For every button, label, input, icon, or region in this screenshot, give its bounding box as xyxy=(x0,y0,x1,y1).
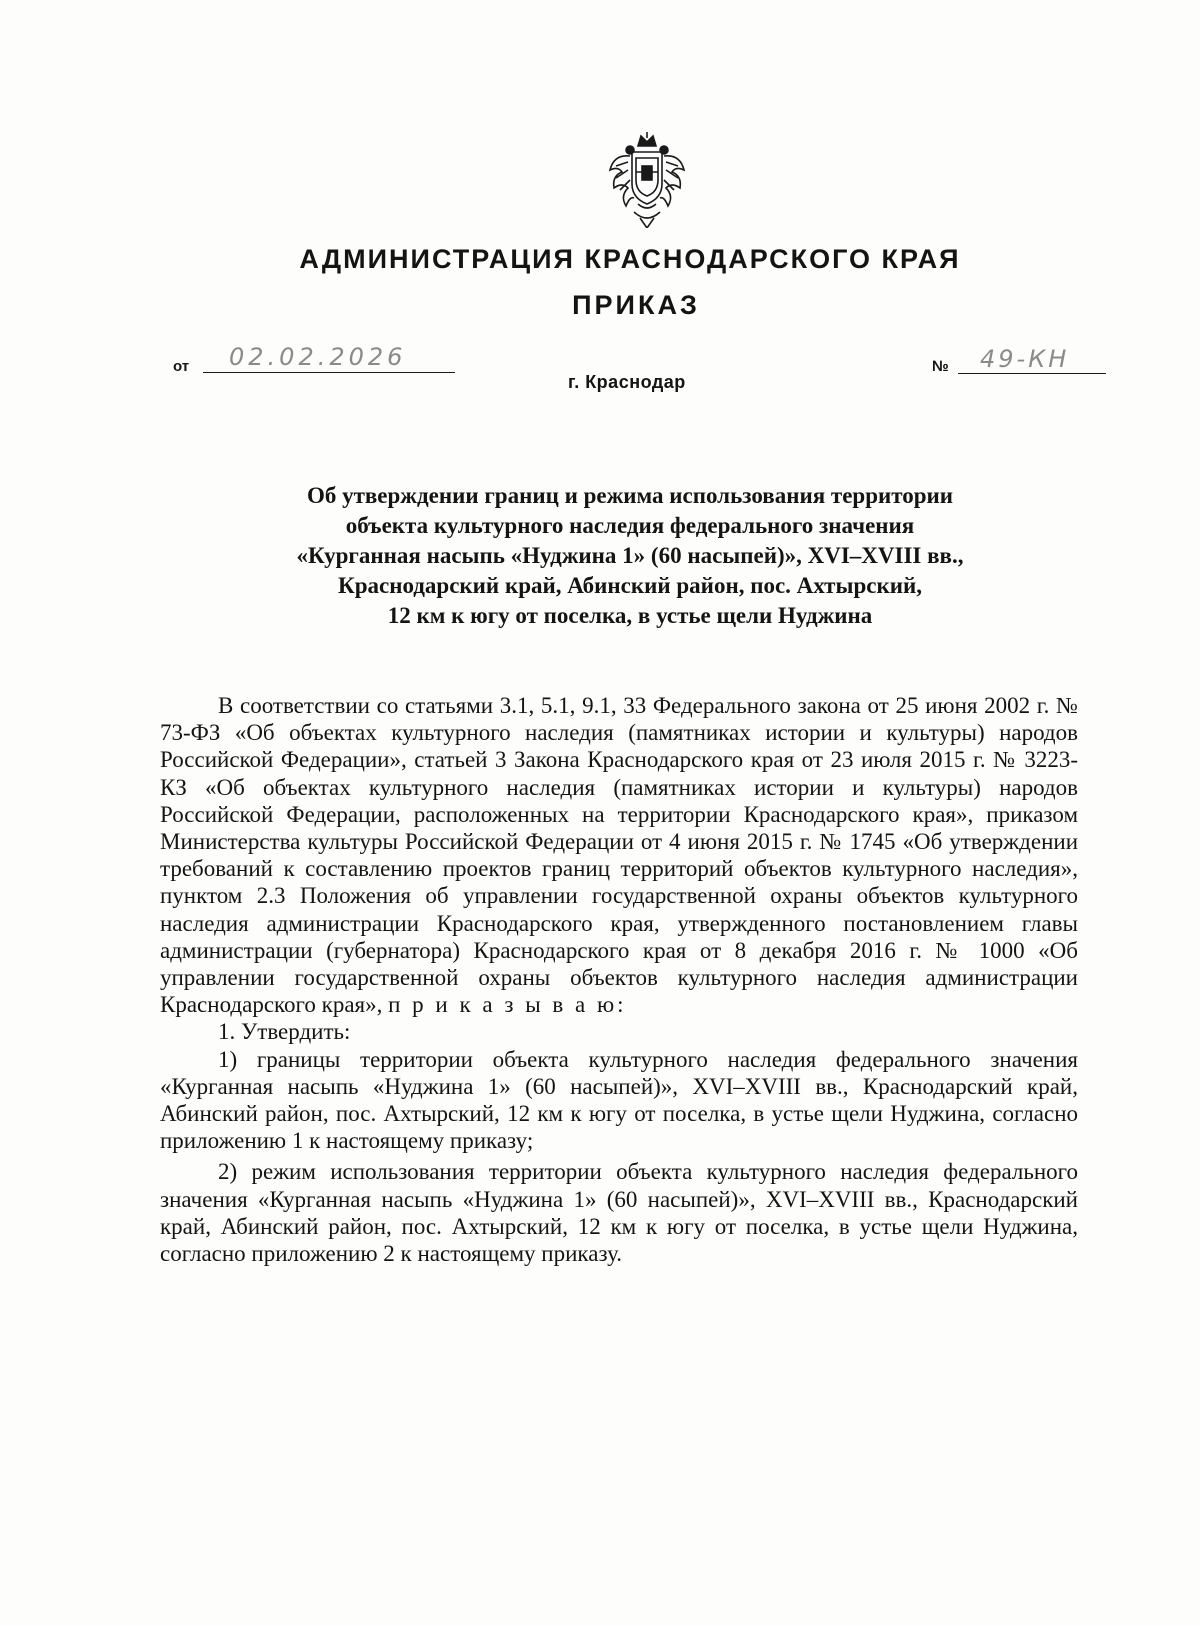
subject-line: Об утверждении границ и режима использования территории xyxy=(306,483,954,508)
number-label: № xyxy=(932,358,949,375)
subject-line: объекта культурного наследия федерального значения xyxy=(345,513,915,538)
subject-line: Краснодарский край, Абинский район, пос. Ахтырский, xyxy=(338,573,922,598)
number-value: 49-КН xyxy=(958,348,1106,374)
date-label: от xyxy=(173,358,190,375)
item-1-2: 2) режим использования территории объекта культурного наследия федерального значения «Курганная насыпь «Нуджина 1» (60 насыпей)», XVI–XVIII вв., Краснодарский край, Абинский район, пос. Ахтырский, 12 км к югу от поселка, в устье щели Нуджина, согласно приложению 2 к настоящему приказу. xyxy=(160,1159,1078,1267)
document-subject xyxy=(180,481,1080,631)
preamble-paragraph xyxy=(160,692,1078,1018)
document-type: ПРИКАЗ xyxy=(572,290,700,320)
item-1-1: 1) границы территории объекта культурного наследия федерального значения «Курганная насыпь «Нуджина 1» (60 насыпей)», XVI–XVIII вв., Краснодарский край, Абинский район, пос. Ахтырский, 12 км к югу от поселка, в устье щели Нуджина, согласно приложению 1 к настоящему приказу; xyxy=(160,1046,1078,1154)
coat-of-arms-icon xyxy=(608,132,686,228)
subject-line: 12 км к югу от поселка, в устье щели Нуджина xyxy=(387,603,873,628)
document-body xyxy=(160,692,1078,1267)
date-value: 02.02.2026 xyxy=(203,347,455,373)
subject-line: «Курганная насыпь «Нуджина 1» (60 насыпей)», XVI–XVIII вв., xyxy=(296,543,964,568)
preamble-text: В соответствии со статьями 3.1, 5.1, 9.1, 33 Федерального закона от 25 июня 2002 г. № 73-ФЗ «Об объектах культурного наследия (памятниках истории и культуры) народов Российской Федерации», статьей 3 Закона Краснодарского края от 23 июля 2015 г. № 3223-КЗ «Об объектах культурного наследия (памятниках истории и культуры) народов Российской Федерации, расположенных на территории Краснодарского края», приказом Министерства культуры Российской Федерации от 4 июня 2015 г. № 1745 «Об утверждении требований к составлению проектов границ территорий объектов культурного наследия», пунктом 2.3 Положения об управлении государственной охраны объектов культурного наследия администрации Краснодарского края, утвержденного постановлением главы администрации (губернатора) Краснодарского края от 8 декабря 2016 г. № 1000 «Об управлении государственной охраны объектов культурного наследия администрации Краснодарского края», xyxy=(160,693,1078,1018)
organization-title: АДМИНИСТРАЦИЯ КРАСНОДАРСКОГО КРАЯ xyxy=(299,244,961,274)
item-1: 1. Утвердить: xyxy=(218,1019,351,1045)
city-name: г. Краснодар xyxy=(568,372,686,392)
order-word: п р и к а з ы в а ю: xyxy=(388,992,627,1018)
